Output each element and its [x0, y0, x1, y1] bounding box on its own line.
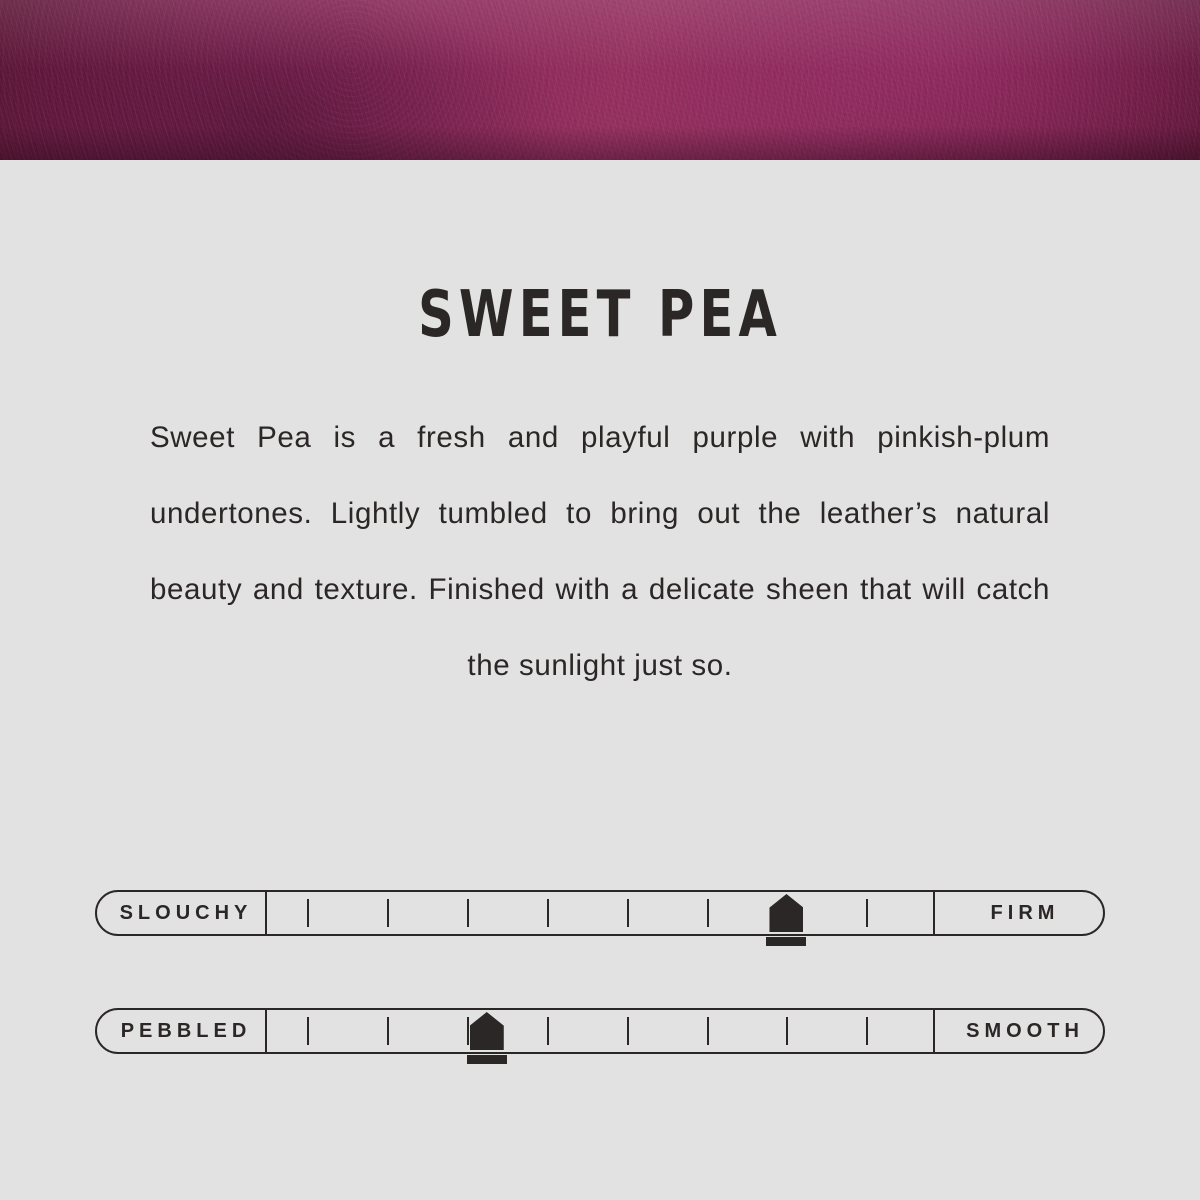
scale-tick — [467, 1017, 469, 1045]
scale-tick — [707, 899, 709, 927]
scale-structure — [95, 890, 1105, 936]
swatch-sheen-highlight — [0, 0, 1200, 70]
scale-tick — [866, 1017, 868, 1045]
scale-ticks — [267, 890, 933, 936]
scale-tick — [547, 899, 549, 927]
scale-right-label: FIRM — [933, 890, 1105, 936]
attribute-scales — [0, 890, 1200, 1054]
scale-ticks — [267, 1008, 933, 1054]
page-title: SWEET PEA — [418, 278, 782, 352]
scale-tick — [627, 899, 629, 927]
scale-tick — [627, 1017, 629, 1045]
scale-left-label: SLOUCHY — [95, 890, 267, 936]
scale-tick — [707, 1017, 709, 1045]
leather-swatch-band — [0, 0, 1200, 160]
scale-texture — [95, 1008, 1105, 1054]
scale-left-label: PEBBLED — [95, 1008, 267, 1054]
scale-tick — [866, 899, 868, 927]
scale-tick — [307, 899, 309, 927]
scale-marker[interactable] — [769, 894, 803, 946]
scale-right-label: SMOOTH — [933, 1008, 1105, 1054]
scale-tick — [387, 1017, 389, 1045]
marker-head-icon — [769, 894, 803, 932]
scale-tick — [786, 1017, 788, 1045]
marker-head-icon — [470, 1012, 504, 1050]
swatch-bottom-shadow — [0, 126, 1200, 160]
scale-tick — [387, 899, 389, 927]
scale-marker[interactable] — [470, 1012, 504, 1064]
card-content — [0, 160, 1200, 704]
marker-base-icon — [766, 937, 806, 946]
scale-tick — [307, 1017, 309, 1045]
scale-tick — [467, 899, 469, 927]
scale-tick — [547, 1017, 549, 1045]
marker-base-icon — [467, 1055, 507, 1064]
color-description: Sweet Pea is a fresh and playful purple with pinkish-plum undertones. Lightly tumbled to bring out the leather’s natural beauty and texture. Finished with a delicate sheen that will catch the sunlight just so. — [150, 421, 1050, 682]
